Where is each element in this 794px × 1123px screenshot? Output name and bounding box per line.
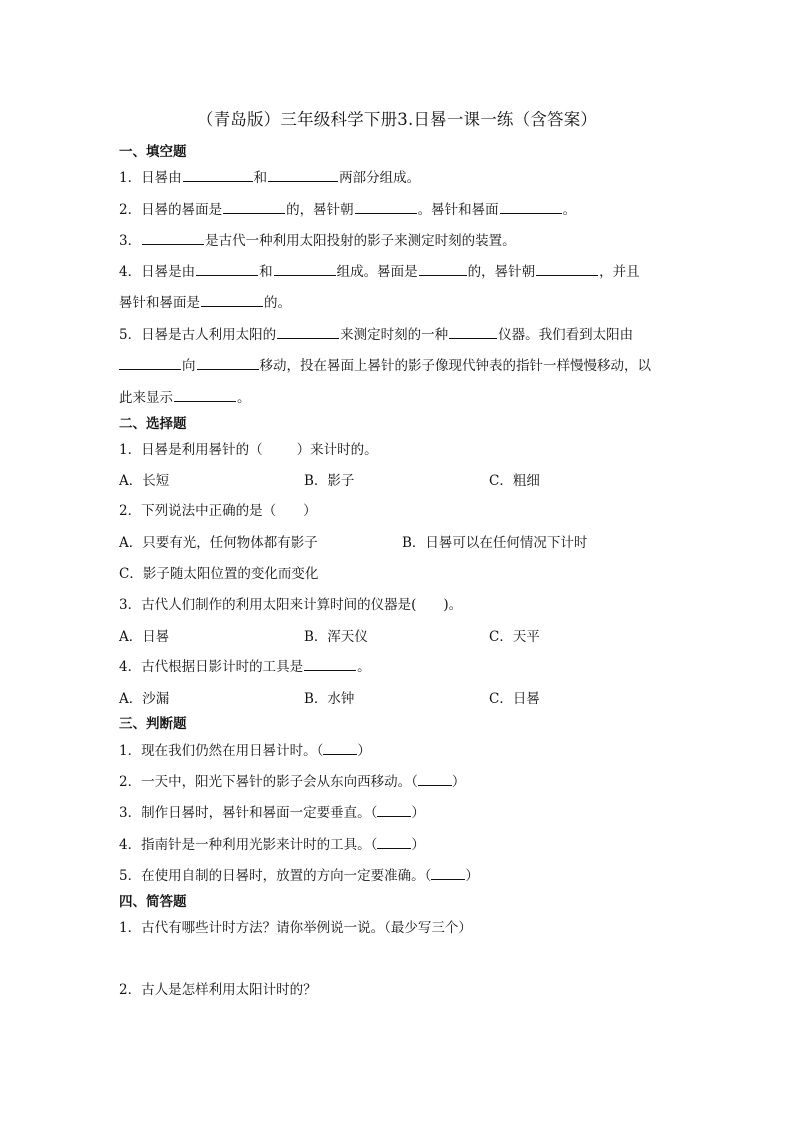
fill-q4-text-d: 的，晷针朝 xyxy=(467,264,536,280)
choice-question-2: 2．下列说法中正确的是（ ） xyxy=(119,503,317,519)
choice-q2-option-a[interactable]: A．只要有光，任何物体都有影子 xyxy=(119,535,318,551)
fill-q2-text-a: 2．日晷的晷面是 xyxy=(119,202,223,218)
answer-blank[interactable] xyxy=(323,742,357,755)
fill-q4-text-e: ，并且 xyxy=(599,264,640,280)
choice-q4-option-c[interactable]: C．日晷 xyxy=(489,691,540,707)
answer-blank[interactable] xyxy=(431,867,465,880)
judge-q3-text: 3．制作日晷时，晷针和晷面一定要垂直。（ xyxy=(119,805,378,821)
answer-blank[interactable] xyxy=(449,326,497,339)
answer-blank[interactable] xyxy=(183,169,253,182)
answer-blank[interactable] xyxy=(274,263,336,276)
fill-q1-text-b: 和 xyxy=(253,170,268,186)
short-question-1: 1．古代有哪些计时方法？请你举例说一说。（最少写三个） xyxy=(119,920,472,936)
judge-q1-end: ） xyxy=(357,743,371,759)
fill-q3-text-a: 3． xyxy=(119,233,142,249)
judge-q4-text: 4．指南针是一种利用光影来计时的工具。（ xyxy=(119,837,378,853)
judge-question-4 xyxy=(119,833,425,853)
fill-question-5-line-1 xyxy=(119,323,633,343)
choice-q4-stem-b: 。 xyxy=(357,659,371,675)
choice-q1-stem-b: ）来计时的。 xyxy=(296,442,378,458)
judge-question-2 xyxy=(119,770,465,790)
judge-q1-text: 1．现在我们仍然在用日晷计时。（ xyxy=(119,743,324,759)
choice-q4-option-b[interactable]: B．水钟 xyxy=(304,691,355,707)
judge-q2-end: ） xyxy=(451,774,466,790)
judge-q4-end: ） xyxy=(411,837,425,853)
section-judge-heading: 三、判断题 xyxy=(119,716,187,732)
section-fill-heading: 一、填空题 xyxy=(119,144,187,160)
answer-blank[interactable] xyxy=(268,169,338,182)
answer-blank[interactable] xyxy=(377,804,411,817)
answer-blank[interactable] xyxy=(536,263,598,276)
fill-q5-text-g: 。 xyxy=(237,390,251,406)
fill-question-1 xyxy=(119,166,420,186)
answer-blank[interactable] xyxy=(174,389,236,402)
fill-question-5-line-3 xyxy=(119,386,251,406)
fill-question-2 xyxy=(119,198,576,218)
choice-question-1 xyxy=(119,438,378,458)
answer-blank[interactable] xyxy=(142,232,204,245)
section-short-heading: 四、简答题 xyxy=(119,894,187,910)
fill-q3-text-b: 是古代一种利用太阳投射的影子来测定时刻的装置。 xyxy=(205,233,516,249)
choice-q4-option-a[interactable]: A．沙漏 xyxy=(119,691,170,707)
fill-q4-text-g: 的。 xyxy=(264,295,291,311)
judge-question-1 xyxy=(119,739,371,759)
answer-blank[interactable] xyxy=(419,263,467,276)
choice-q1-option-a[interactable]: A．长短 xyxy=(119,473,170,489)
choice-q2-option-c[interactable]: C．影子随太阳位置的变化而变化 xyxy=(119,566,319,582)
answer-blank[interactable] xyxy=(277,326,339,339)
answer-blank[interactable] xyxy=(355,201,417,214)
fill-q4-text-a: 4．日晷是由 xyxy=(119,264,196,280)
choice-q2-option-b[interactable]: B．日晷可以在任何情况下计时 xyxy=(402,535,588,551)
choice-question-4 xyxy=(119,655,371,675)
fill-question-5-line-2 xyxy=(119,354,651,374)
fill-q4-text-f: 晷针和晷面是 xyxy=(119,295,200,311)
judge-question-5 xyxy=(119,864,479,884)
answer-blank[interactable] xyxy=(304,658,356,671)
choice-q4-stem-a: 4．古代根据日影计时的工具是 xyxy=(119,659,304,675)
fill-question-3 xyxy=(119,229,516,249)
fill-q1-text-c: 两部分组成。 xyxy=(339,170,421,186)
fill-q5-text-b: 来测定时刻的一种 xyxy=(340,327,449,343)
answer-blank[interactable] xyxy=(418,773,452,786)
answer-blank[interactable] xyxy=(223,201,285,214)
fill-q2-text-c: 。晷针和晷面 xyxy=(417,202,499,218)
answer-blank[interactable] xyxy=(197,357,259,370)
short-question-2: 2．古人是怎样利用太阳计时的？ xyxy=(119,982,317,998)
fill-question-4-line-1 xyxy=(119,260,640,280)
judge-question-3 xyxy=(119,801,425,821)
fill-q5-text-f: 此来显示 xyxy=(119,390,173,406)
fill-question-4-line-2 xyxy=(119,291,291,311)
answer-blank[interactable] xyxy=(196,263,258,276)
fill-q4-text-b: 和 xyxy=(259,264,273,280)
fill-q5-text-a: 5．日晷是古人利用太阳的 xyxy=(119,327,277,343)
choice-q1-stem-a: 1．日晷是利用晷针的（ xyxy=(119,442,263,458)
fill-q5-text-c: 仪器。我们看到太阳由 xyxy=(498,327,634,343)
choice-q3-option-c[interactable]: C．天平 xyxy=(489,629,540,645)
choice-q3-option-b[interactable]: B．浑天仪 xyxy=(304,629,368,645)
answer-blank[interactable] xyxy=(500,201,562,214)
section-choice-heading: 二、选择题 xyxy=(119,416,187,432)
fill-q2-text-d: 。 xyxy=(562,202,577,218)
fill-q4-text-c: 组成。晷面是 xyxy=(336,264,418,280)
judge-q5-text: 5．在使用自制的日晷时，放置的方向一定要准确。（ xyxy=(119,868,432,884)
page-title: （青岛版）三年级科学下册3.日晷一课一练（含答案） xyxy=(196,110,598,129)
fill-q5-text-d: 向 xyxy=(182,358,196,374)
judge-q2-text: 2．一天中，阳光下晷针的影子会从东向西移动。（ xyxy=(119,774,418,790)
fill-q5-text-e: 移动，投在晷面上晷针的影子像现代钟表的指针一样慢慢移动，以 xyxy=(259,358,651,374)
choice-q1-option-b[interactable]: B．影子 xyxy=(304,473,355,489)
fill-q1-text-a: 1．日晷由 xyxy=(119,170,182,186)
answer-blank[interactable] xyxy=(119,357,181,370)
judge-q3-end: ） xyxy=(411,805,425,821)
choice-q1-option-c[interactable]: C．粗细 xyxy=(489,473,540,489)
fill-q2-text-b: 的，晷针朝 xyxy=(286,202,354,218)
judge-q5-end: ） xyxy=(465,868,479,884)
choice-q3-option-a[interactable]: A．日晷 xyxy=(119,629,170,645)
choice-question-3: 3．古代人们制作的利用太阳来计算时间的仪器是( )。 xyxy=(119,597,463,613)
answer-blank[interactable] xyxy=(377,836,411,849)
answer-blank[interactable] xyxy=(201,294,263,307)
